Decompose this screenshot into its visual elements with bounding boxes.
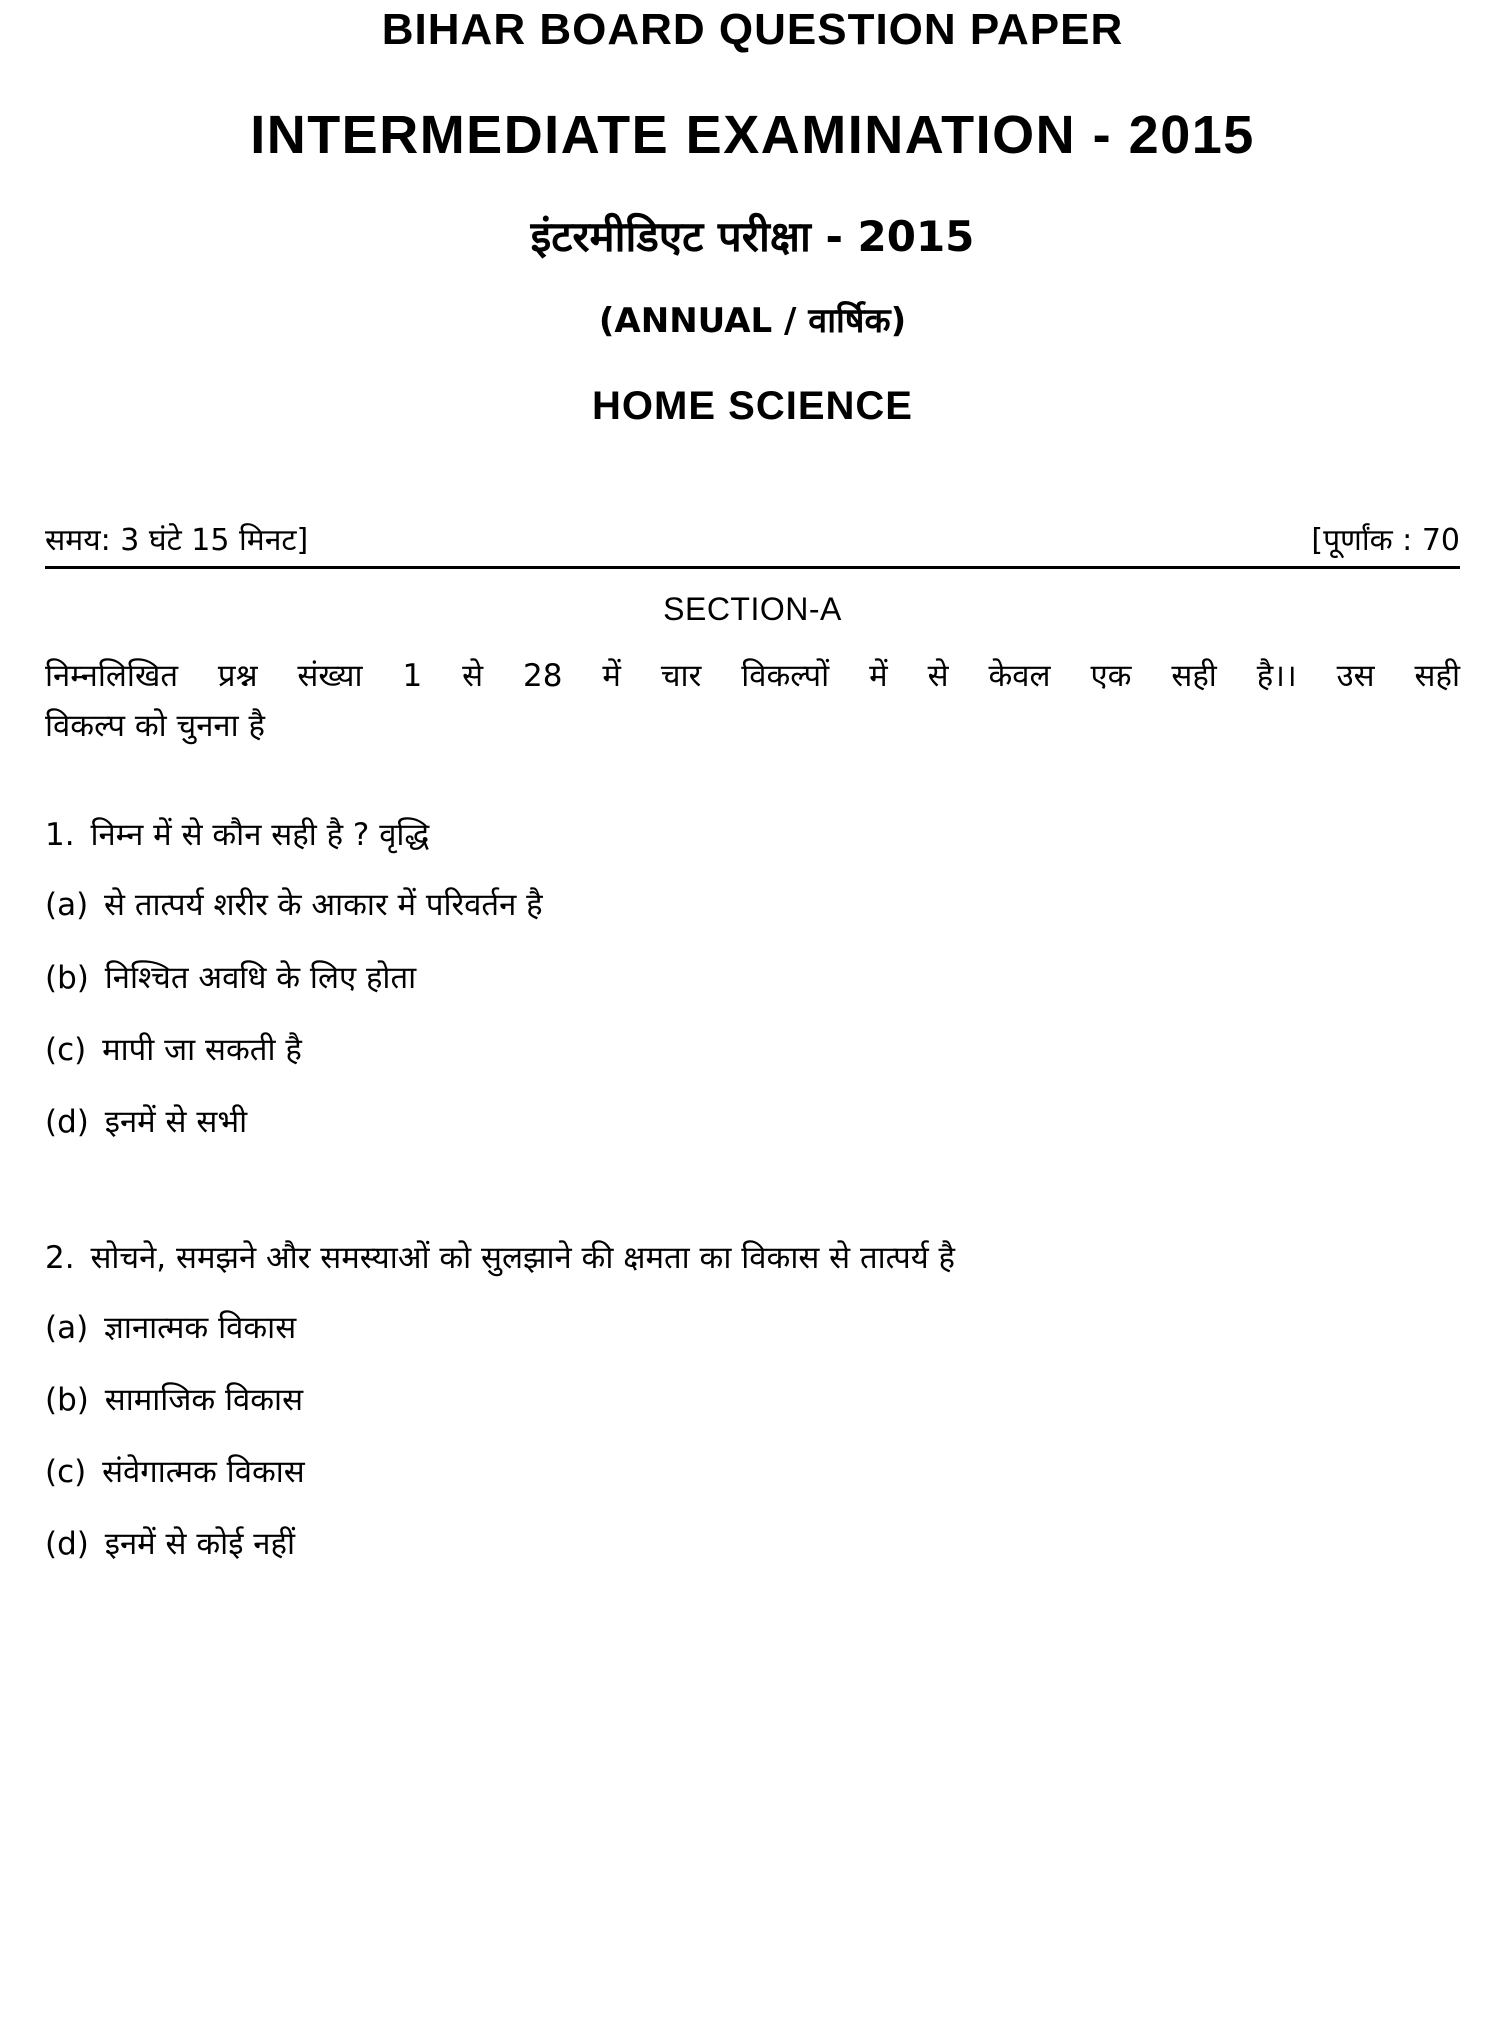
exam-title-hindi: इंटरमीडिएट परीक्षा - 2015 (530, 212, 975, 261)
instruction-line-2: विकल्प को चुनना है (45, 708, 265, 745)
exam-title-english: INTERMEDIATE EXAMINATION - 2015 (250, 105, 1255, 165)
option-d[interactable] (45, 1098, 1460, 1146)
board-title: BIHAR BOARD QUESTION PAPER (381, 5, 1124, 54)
option-label: निश्चित अवधि के लिए होता (104, 959, 417, 996)
option-label: मापी जा सकती है (102, 1031, 302, 1068)
option-key: (a) (45, 887, 89, 924)
question-number: 1. (45, 817, 75, 854)
option-b[interactable] (45, 954, 1460, 1002)
section-label: SECTION-A (663, 591, 842, 627)
option-label: सामाजिक विकास (104, 1381, 304, 1418)
option-c[interactable] (45, 1448, 1460, 1496)
question-spacer (45, 1184, 1460, 1234)
section-instructions (45, 625, 1460, 751)
option-key: (a) (45, 1309, 89, 1346)
option-label: ज्ञानात्मक विकास (104, 1309, 297, 1346)
option-d[interactable] (45, 1520, 1460, 1568)
question-stem (45, 1234, 1460, 1282)
question-text: निम्न में से कौन सही है ? वृद्धि (90, 817, 430, 854)
option-key: (c) (45, 1453, 87, 1490)
option-a[interactable] (45, 881, 1460, 929)
full-marks: [पूर्णांक : 70 (1311, 523, 1460, 558)
question-block (45, 811, 1460, 1145)
question-stem (45, 811, 1460, 859)
option-label: इनमें से सभी (104, 1103, 248, 1140)
option-a[interactable] (45, 1304, 1460, 1352)
exam-duration: समय: 3 घंटे 15 मिनट] (45, 523, 309, 558)
option-label: इनमें से कोई नहीं (104, 1525, 295, 1562)
question-text: सोचने, समझने और समस्याओं को सुलझाने की क्षमता का विकास से तात्पर्य है (90, 1239, 956, 1276)
option-b[interactable] (45, 1376, 1460, 1424)
questions-list (45, 751, 1460, 1567)
option-label: संवेगात्मक विकास (102, 1453, 305, 1490)
option-key: (c) (45, 1031, 87, 1068)
question-block (45, 1234, 1460, 1568)
option-key: (d) (45, 1525, 89, 1562)
option-key: (d) (45, 1103, 89, 1140)
subject-title: HOME SCIENCE (592, 384, 913, 428)
exam-meta-row (45, 514, 1460, 569)
exam-type: (ANNUAL / वार्षिक) (598, 301, 907, 341)
instruction-line-1: निम्नलिखित प्रश्न संख्या 1 से 28 में चार विकल्पों में से केवल एक सही है।। उस सही (45, 658, 1460, 694)
option-label: से तात्पर्य शरीर के आकार में परिवर्तन है (104, 887, 543, 924)
option-c[interactable] (45, 1026, 1460, 1074)
question-number: 2. (45, 1239, 75, 1276)
option-key: (b) (45, 959, 89, 996)
option-key: (b) (45, 1381, 89, 1418)
